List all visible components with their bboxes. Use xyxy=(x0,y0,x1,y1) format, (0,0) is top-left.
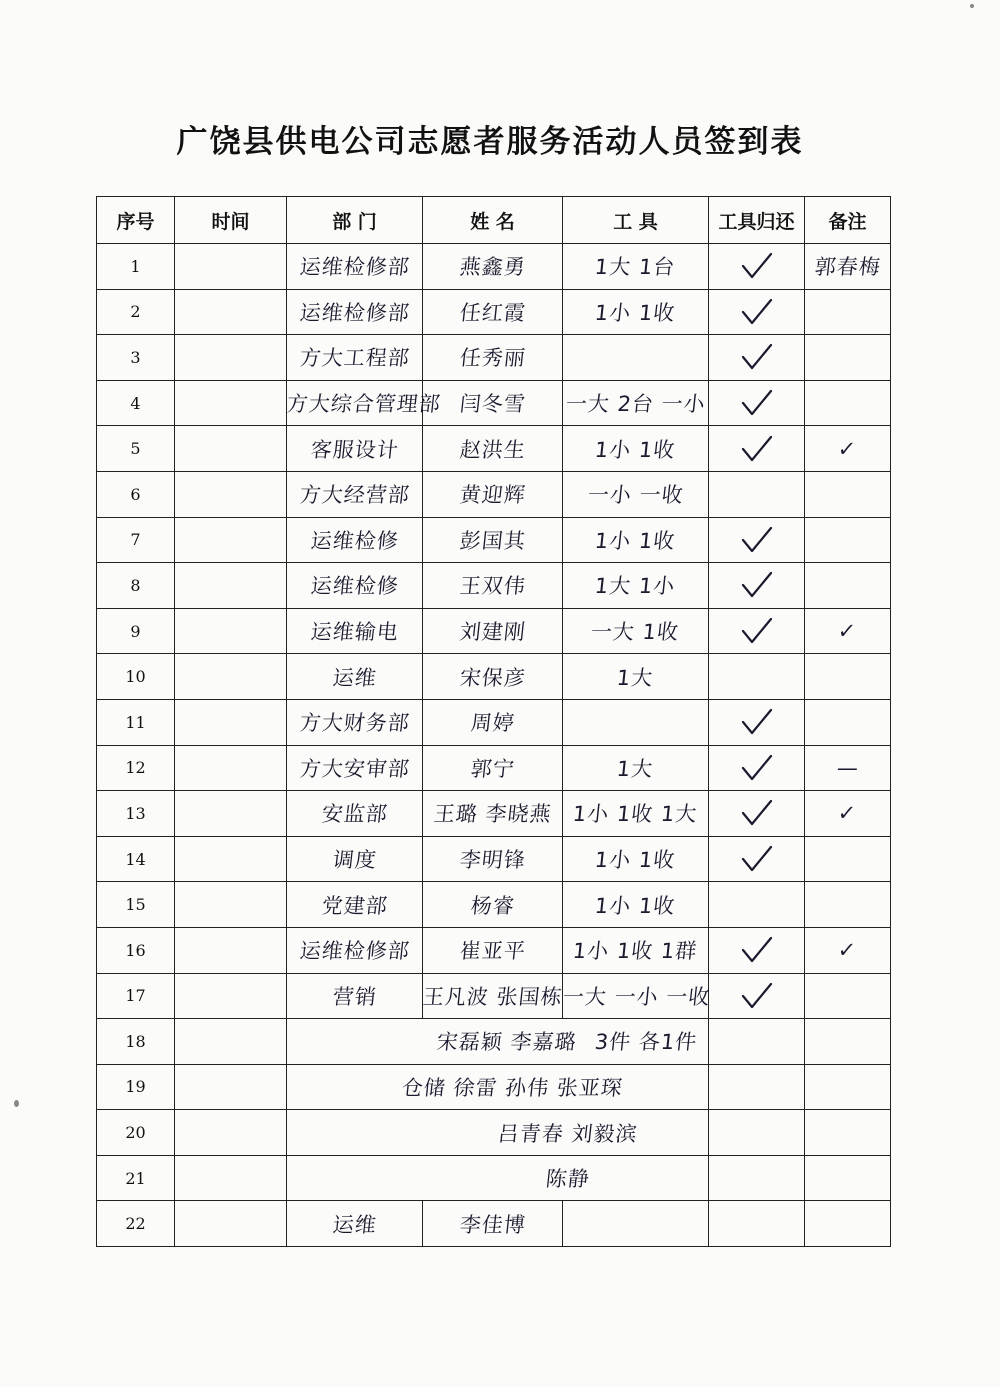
row-dept-text: 营销 xyxy=(331,984,378,1009)
table-row xyxy=(97,471,891,517)
row-time xyxy=(175,471,287,517)
row-dept xyxy=(287,699,423,745)
row-name-text: 宋磊颖 李嘉璐 xyxy=(436,1030,579,1055)
row-time xyxy=(175,882,287,928)
row-tool-text: 1小 1收 xyxy=(593,528,677,553)
row-name-text: 陈静 xyxy=(544,1167,591,1192)
row-remark xyxy=(805,1155,891,1201)
row-tool-returned xyxy=(709,791,805,837)
row-tool-text: 1小 1收 xyxy=(593,437,677,462)
row-tool xyxy=(563,1201,709,1247)
row-tool-returned xyxy=(709,608,805,654)
row-remark-text: ✓ xyxy=(836,801,859,826)
row-dept xyxy=(287,563,423,609)
header-remark: 备注 xyxy=(805,197,891,244)
table-row xyxy=(97,289,891,335)
row-name xyxy=(423,289,563,335)
row-merged-entry xyxy=(287,1110,709,1156)
scan-speck xyxy=(970,4,974,8)
row-time xyxy=(175,1064,287,1110)
row-tool-text: 1大 1小 xyxy=(593,574,677,599)
check-mark-icon xyxy=(740,844,774,874)
row-remark-text: ✓ xyxy=(836,436,859,461)
row-dept-text: 运维 xyxy=(331,665,378,690)
row-name xyxy=(423,471,563,517)
row-time xyxy=(175,745,287,791)
row-tool-returned xyxy=(709,244,805,290)
row-remark xyxy=(805,745,891,791)
row-seq: 20 xyxy=(97,1110,175,1156)
row-remark xyxy=(805,517,891,563)
row-tool xyxy=(561,973,712,1019)
row-name xyxy=(423,563,563,609)
row-dept xyxy=(287,517,423,563)
check-mark-icon xyxy=(740,434,774,464)
row-seq: 18 xyxy=(97,1019,175,1065)
row-tool xyxy=(563,289,709,335)
row-tool-returned xyxy=(709,380,805,426)
row-name-text: 任红霞 xyxy=(458,300,527,325)
row-tool-returned xyxy=(709,1155,805,1201)
table-row xyxy=(97,882,891,928)
row-time xyxy=(175,563,287,609)
row-dept xyxy=(287,791,423,837)
row-tool-returned xyxy=(709,836,805,882)
row-seq: 16 xyxy=(97,927,175,973)
row-tool-returned xyxy=(709,563,805,609)
row-name xyxy=(423,1201,563,1247)
row-seq: 14 xyxy=(97,836,175,882)
row-name-text: 崔亚平 xyxy=(458,939,527,964)
row-seq: 3 xyxy=(97,335,175,381)
scan-speck xyxy=(14,1100,19,1107)
row-time xyxy=(175,608,287,654)
row-remark xyxy=(805,654,891,700)
row-tool xyxy=(563,882,709,928)
row-name-text: 吕青春 刘毅滨 xyxy=(496,1121,639,1146)
row-tool-text: 1大 1台 xyxy=(593,255,677,280)
check-mark-icon xyxy=(740,616,774,646)
row-remark-text: ✓ xyxy=(836,938,859,963)
row-seq: 7 xyxy=(97,517,175,563)
row-time xyxy=(175,699,287,745)
row-tool-text: 1小 1收 1群 xyxy=(571,939,699,964)
row-dept xyxy=(287,882,423,928)
row-dept xyxy=(287,745,423,791)
row-tool xyxy=(563,927,709,973)
row-dept-text: 方大财务部 xyxy=(298,711,411,736)
check-mark-icon xyxy=(740,297,774,327)
row-tool-returned xyxy=(709,335,805,381)
row-tool xyxy=(563,471,709,517)
row-remark-text: ✓ xyxy=(836,619,859,644)
table-row xyxy=(97,791,891,837)
row-name-text: 仓储 徐雷 孙伟 张亚琛 xyxy=(400,1075,625,1100)
row-seq: 2 xyxy=(97,289,175,335)
row-name-text: 宋保彦 xyxy=(458,665,527,690)
row-seq: 9 xyxy=(97,608,175,654)
row-merged-entry xyxy=(287,1155,709,1201)
row-seq: 15 xyxy=(97,882,175,928)
row-name xyxy=(423,927,563,973)
row-tool xyxy=(563,745,709,791)
row-time xyxy=(175,836,287,882)
row-remark xyxy=(805,973,891,1019)
check-mark-icon xyxy=(740,342,774,372)
table-row xyxy=(97,517,891,563)
row-dept-text: 运维输电 xyxy=(309,620,400,645)
row-time xyxy=(175,1110,287,1156)
row-name xyxy=(423,882,563,928)
header-name: 姓 名 xyxy=(423,197,563,244)
check-mark-icon xyxy=(740,525,774,555)
row-dept xyxy=(287,654,423,700)
page-title: 广饶县供电公司志愿者服务活动人员签到表 xyxy=(176,124,804,160)
row-tool-text: 1小 1收 xyxy=(593,300,677,325)
check-mark-icon xyxy=(740,935,774,965)
row-dept xyxy=(287,289,423,335)
row-remark xyxy=(805,335,891,381)
row-name xyxy=(423,335,563,381)
row-tool xyxy=(563,791,709,837)
row-tool-returned xyxy=(709,654,805,700)
check-mark-icon xyxy=(740,251,774,281)
row-tool-returned xyxy=(709,1110,805,1156)
row-seq: 19 xyxy=(97,1064,175,1110)
row-dept-text: 运维 xyxy=(331,1212,378,1237)
row-tool xyxy=(563,563,709,609)
row-time xyxy=(175,973,287,1019)
row-remark xyxy=(805,1064,891,1110)
row-seq: 4 xyxy=(97,380,175,426)
row-dept xyxy=(287,973,423,1019)
row-remark-text: 郭春梅 xyxy=(813,255,882,280)
row-dept-text: 运维检修部 xyxy=(298,300,411,325)
row-dept xyxy=(287,244,423,290)
row-dept-text: 运维检修部 xyxy=(298,939,411,964)
row-tool-returned xyxy=(709,927,805,973)
row-tool-text: 1大 xyxy=(615,665,655,690)
row-name xyxy=(423,654,563,700)
row-dept-text: 党建部 xyxy=(320,893,389,918)
table-row xyxy=(97,1155,891,1201)
row-tool-returned xyxy=(709,1019,805,1065)
row-dept xyxy=(287,335,423,381)
check-mark-icon xyxy=(740,798,774,828)
row-name-text: 彭国其 xyxy=(458,528,527,553)
row-tool-text: 一大 2台 一小 xyxy=(564,392,707,417)
row-tool xyxy=(563,608,709,654)
row-tool-returned xyxy=(709,426,805,472)
row-tool xyxy=(563,380,709,426)
row-dept-text: 方大经营部 xyxy=(298,483,411,508)
row-name-text: 杨睿 xyxy=(469,893,516,918)
table-row xyxy=(97,654,891,700)
row-name-text: 黄迎辉 xyxy=(458,483,527,508)
row-tool xyxy=(563,244,709,290)
row-tool-text: 1小 1收 xyxy=(593,848,677,873)
row-seq: 13 xyxy=(97,791,175,837)
row-dept-text: 方大安审部 xyxy=(298,756,411,781)
row-time xyxy=(175,426,287,472)
table-row xyxy=(97,608,891,654)
row-remark xyxy=(805,244,891,290)
row-dept-text: 客服设计 xyxy=(309,437,400,462)
row-name-text: 王凡波 张国栋 xyxy=(421,984,564,1009)
signin-table xyxy=(96,196,891,1247)
row-tool xyxy=(563,335,709,381)
row-remark xyxy=(805,927,891,973)
row-tool xyxy=(563,699,709,745)
row-seq: 17 xyxy=(97,973,175,1019)
row-time xyxy=(175,791,287,837)
row-tool-text: 一小 一收 xyxy=(586,483,685,508)
row-name xyxy=(423,973,563,1019)
table-row xyxy=(97,973,891,1019)
row-dept xyxy=(287,608,423,654)
check-mark-icon xyxy=(740,707,774,737)
table-row xyxy=(97,426,891,472)
row-name-text: 闫冬雪 xyxy=(458,392,527,417)
row-remark xyxy=(805,289,891,335)
row-dept-text: 安监部 xyxy=(320,802,389,827)
row-dept xyxy=(287,426,423,472)
row-tool xyxy=(563,654,709,700)
row-name xyxy=(423,380,563,426)
row-remark xyxy=(805,791,891,837)
row-time xyxy=(175,517,287,563)
row-remark xyxy=(805,1201,891,1247)
row-dept-text: 运维检修 xyxy=(309,528,400,553)
row-remark xyxy=(805,836,891,882)
table-row xyxy=(97,335,891,381)
row-seq: 1 xyxy=(97,244,175,290)
table-row xyxy=(97,699,891,745)
row-remark xyxy=(805,608,891,654)
row-tool-returned xyxy=(709,699,805,745)
row-dept xyxy=(285,380,443,426)
table-row xyxy=(97,244,891,290)
row-time xyxy=(175,927,287,973)
row-seq: 10 xyxy=(97,654,175,700)
row-name-text: 王双伟 xyxy=(458,574,527,599)
row-tool-returned xyxy=(709,1201,805,1247)
row-name xyxy=(423,836,563,882)
row-name xyxy=(423,517,563,563)
row-name xyxy=(423,426,563,472)
row-name-text: 李明锋 xyxy=(458,848,527,873)
row-name xyxy=(423,791,563,837)
row-dept-text: 运维检修部 xyxy=(298,255,411,280)
row-tool xyxy=(563,517,709,563)
row-name xyxy=(423,608,563,654)
row-name xyxy=(423,699,563,745)
row-remark xyxy=(805,380,891,426)
check-mark-icon xyxy=(740,388,774,418)
row-seq: 8 xyxy=(97,563,175,609)
row-dept xyxy=(287,1201,423,1247)
row-dept xyxy=(287,471,423,517)
row-remark xyxy=(805,563,891,609)
row-tool xyxy=(563,836,709,882)
table-row xyxy=(97,1201,891,1247)
row-time xyxy=(175,244,287,290)
row-remark xyxy=(805,882,891,928)
row-name-text: 任秀丽 xyxy=(458,346,527,371)
header-dept: 部 门 xyxy=(287,197,423,244)
table-row xyxy=(97,380,891,426)
row-remark xyxy=(805,699,891,745)
row-name-text: 李佳博 xyxy=(458,1212,527,1237)
row-name xyxy=(423,244,563,290)
row-name-text: 王璐 李晓燕 xyxy=(432,802,553,827)
row-tool xyxy=(563,426,709,472)
row-tool-returned xyxy=(709,745,805,791)
row-tool-text: 1小 1收 xyxy=(593,893,677,918)
check-mark-icon xyxy=(740,570,774,600)
check-mark-icon xyxy=(740,981,774,1011)
row-remark xyxy=(805,1110,891,1156)
row-time xyxy=(175,380,287,426)
row-seq: 21 xyxy=(97,1155,175,1201)
row-remark xyxy=(805,1019,891,1065)
row-name-text: 燕鑫勇 xyxy=(458,255,527,280)
row-tool-text: 一大 1收 xyxy=(590,620,681,645)
row-tool-text: 一大 一小 一收 xyxy=(561,984,712,1009)
table-row xyxy=(97,1019,891,1065)
header-seq: 序号 xyxy=(97,197,175,244)
header-time: 时间 xyxy=(175,197,287,244)
row-time xyxy=(175,1155,287,1201)
row-dept xyxy=(287,836,423,882)
row-seq: 5 xyxy=(97,426,175,472)
row-name-text: 周婷 xyxy=(469,711,516,736)
check-mark-icon xyxy=(740,753,774,783)
header-tool-return: 工具归还 xyxy=(709,197,805,244)
row-time xyxy=(175,1201,287,1247)
row-tool-returned xyxy=(709,1064,805,1110)
row-time xyxy=(175,335,287,381)
row-name-text: 赵洪生 xyxy=(458,437,527,462)
row-name-text: 刘建刚 xyxy=(458,620,527,645)
row-tool-returned xyxy=(709,973,805,1019)
row-tool-text: 3件 各1件 xyxy=(593,1030,699,1055)
row-tool-text: 1大 xyxy=(615,756,655,781)
table-body xyxy=(97,244,891,1247)
row-seq: 22 xyxy=(97,1201,175,1247)
row-dept-text: 方大工程部 xyxy=(298,346,411,371)
row-name xyxy=(423,745,563,791)
table-row xyxy=(97,927,891,973)
row-time xyxy=(175,654,287,700)
table-row xyxy=(97,563,891,609)
table-row xyxy=(97,745,891,791)
row-dept-text: 运维检修 xyxy=(309,574,400,599)
row-remark-text: — xyxy=(835,755,860,780)
row-tool-returned xyxy=(709,517,805,563)
row-remark xyxy=(805,471,891,517)
row-merged-entry xyxy=(287,1064,709,1110)
header-tool: 工 具 xyxy=(563,197,709,244)
row-tool-returned xyxy=(709,471,805,517)
row-dept xyxy=(287,927,423,973)
row-tool-returned xyxy=(709,289,805,335)
row-dept-text: 调度 xyxy=(331,848,378,873)
row-dept-text: 方大综合管理部 xyxy=(285,392,443,417)
row-seq: 6 xyxy=(97,471,175,517)
row-time xyxy=(175,1019,287,1065)
row-time xyxy=(175,289,287,335)
table-row xyxy=(97,1064,891,1110)
row-remark xyxy=(805,426,891,472)
table-header-row xyxy=(97,197,891,244)
row-tool-returned xyxy=(709,882,805,928)
table-row xyxy=(97,836,891,882)
row-tool-text: 1小 1收 1大 xyxy=(571,802,699,827)
row-name-text: 郭宁 xyxy=(469,756,516,781)
row-seq: 12 xyxy=(97,745,175,791)
row-seq: 11 xyxy=(97,699,175,745)
table-row xyxy=(97,1110,891,1156)
row-merged-entry xyxy=(287,1019,709,1065)
